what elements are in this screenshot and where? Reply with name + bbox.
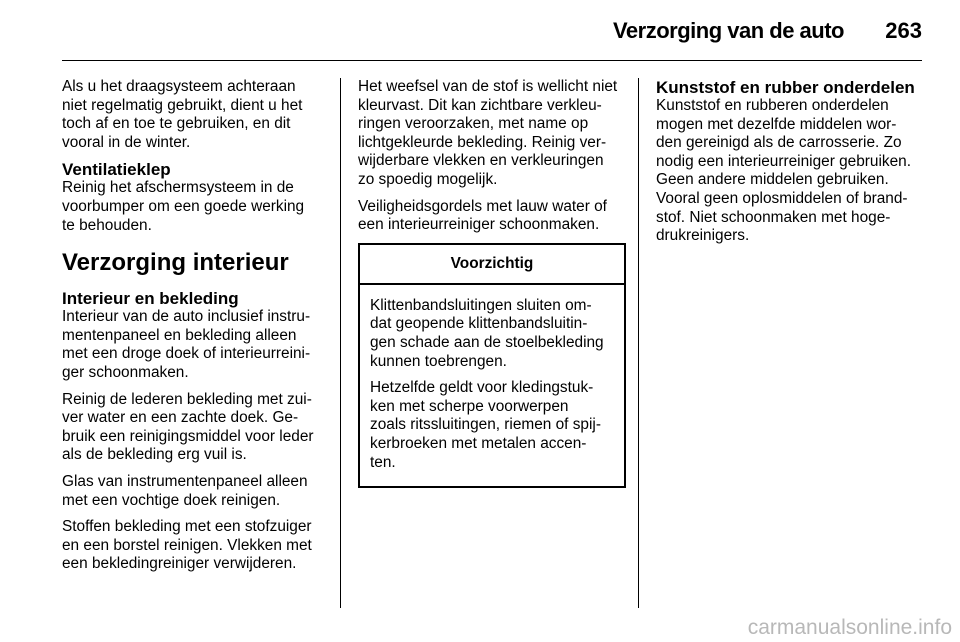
warning-title: Voorzichtig	[360, 245, 624, 285]
page-number: 263	[885, 18, 922, 43]
warning-box	[358, 243, 626, 488]
page-header	[62, 14, 922, 54]
paragraph: Stoffen bekleding met een stofzuiger en een borstel reinigen. Vlekken met een bekledingreiniger verwijderen.	[62, 518, 312, 573]
header-rule	[62, 60, 922, 61]
column-divider	[638, 78, 639, 608]
column-right	[656, 78, 932, 254]
column-middle	[358, 78, 630, 488]
running-title: Verzorging van de auto	[612, 18, 844, 43]
paragraph: Interieur van de auto inclusief instru- mentenpaneel en bekleding alleen met een droge doek of interieurreini- ger schoonmaken.	[62, 308, 311, 381]
paragraph: Veiligheidsgordels met lauw water of een interieurreiniger schoonmaken.	[358, 197, 607, 234]
section-heading: Verzorging interieur	[62, 249, 289, 277]
watermark: carmanualsonline.info	[747, 616, 952, 639]
intro-paragraph: Als u het draagsysteem achteraan niet regelmatig gebruikt, dient u het toch af en toe te gebruiken, en dit vooral in de winter.	[62, 78, 303, 151]
ventilatieklep-section	[62, 160, 334, 235]
subsection-heading: Interieur en bekleding	[62, 289, 239, 309]
paragraph: Glas van instrumentenpaneel alleen met een vochtige doek reinigen.	[62, 472, 308, 509]
subsection-heading: Kunststof en rubber onderdelen	[656, 78, 915, 97]
warning-paragraph: Hetzelfde geldt voor kledingstuk- ken met scherpe voorwerpen zoals ritssluitingen, riemen of spij- kerbroeken met metalen accen- ten.	[370, 379, 601, 471]
column-divider	[340, 78, 341, 608]
ventilatieklep-text: Reinig het afschermsysteem in de voorbumper om een goede werking te behouden.	[62, 179, 305, 234]
warning-paragraph: Klittenbandsluitingen sluiten om- dat geopende klittenbandsluitin- gen schade aan de stoelbekleding kunnen toebrengen.	[370, 296, 604, 370]
warning-body	[360, 285, 624, 486]
paragraph: Het weefsel van de stof is wellicht niet kleurvast. Dit kan zichtbare verkleu- ringen veroorzaken, met name op lichtgekleurde bekleding. Reinig ver- wijderbare vlekken en verkleuringen zo spoedig mogelijk.	[358, 78, 618, 188]
column-left	[62, 78, 334, 582]
paragraph: Reinig de lederen bekleding met zui- ver water en een zachte doek. Ge- bruik een reinigingsmiddel voor leder als de bekleding erg vuil is.	[62, 390, 314, 464]
ventilatieklep-heading: Ventilatieklep	[62, 160, 171, 180]
paragraph: Kunststof en rubberen onderdelen mogen met dezelfde middelen wor- den gereinigd als de carrosserie. Zo nodig een interieurreiniger gebruiken. Geen andere middelen gebruiken. Vooral geen oplosmiddelen of brand- stof. Niet schoonmaken met hoge- drukreinigers.	[656, 97, 911, 245]
